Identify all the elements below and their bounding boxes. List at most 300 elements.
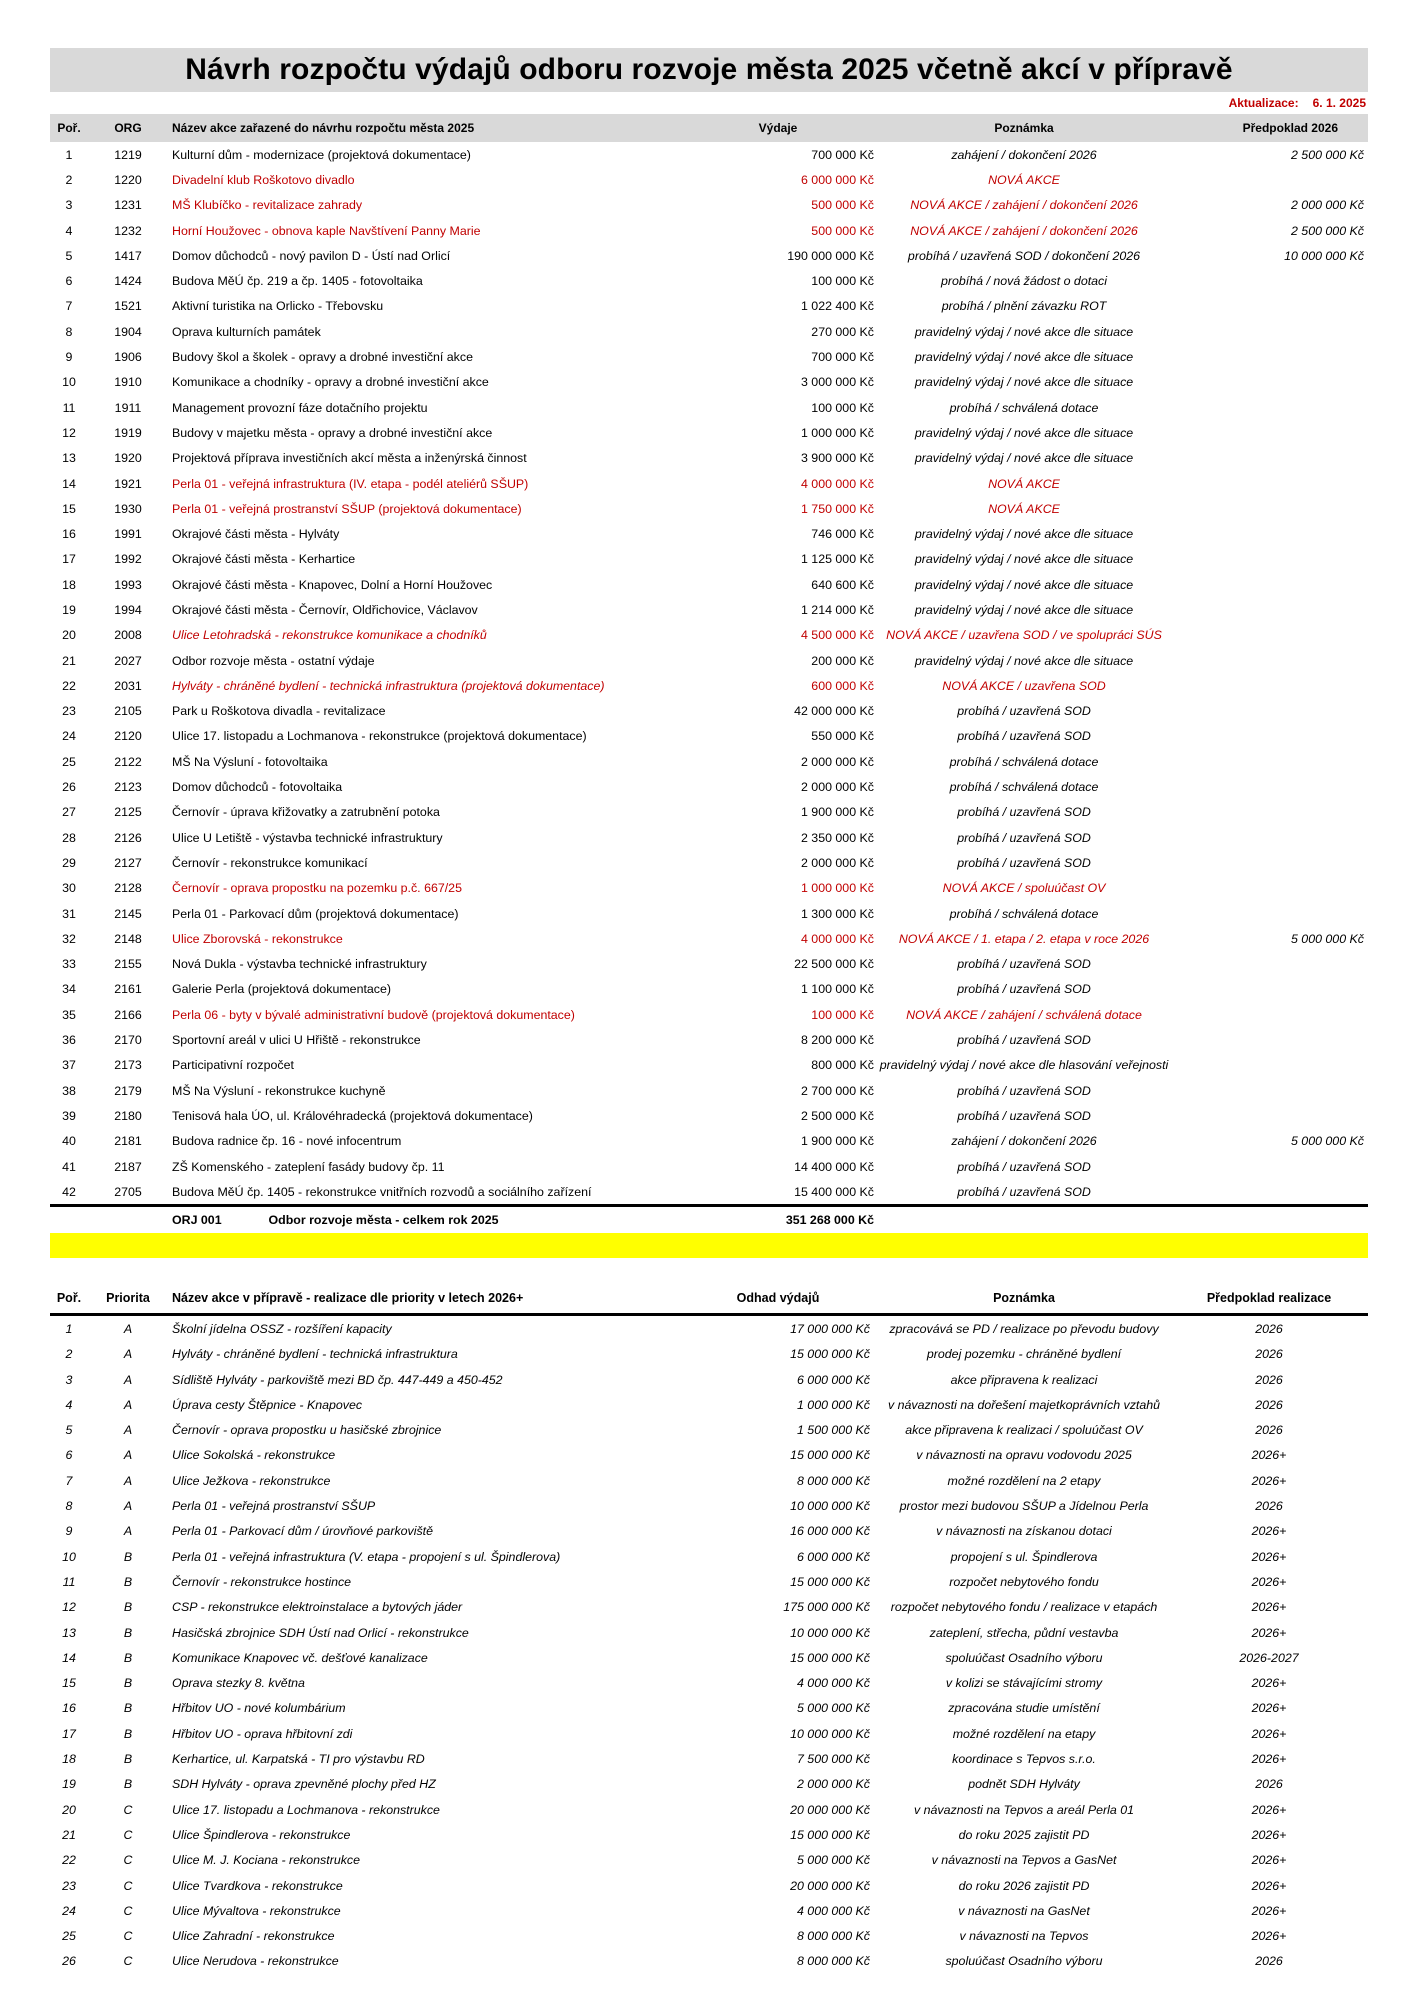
table-row [50,1671,1368,1696]
org-code: 1417 [114,248,142,263]
priority: A [123,1499,133,1514]
forecast-2026: 2 500 000 Kč [1290,147,1364,162]
planned-action-name: SDH Hylváty - oprava zpevněné plochy před HZ [172,1777,436,1792]
row-number: 40 [62,1134,76,1149]
forecast-2026 [1170,597,1368,622]
row-number: 20 [62,1802,76,1817]
table-row [50,1569,1368,1594]
table-row [50,699,1368,724]
note: akce připravena k realizaci / spoluúčast OV [905,1423,1143,1438]
forecast-2026 [1170,1078,1368,1103]
expense-amount: 746 000 Kč [811,527,874,542]
table-row [50,1443,1368,1468]
org-code: 2127 [114,855,142,870]
action-name: Galerie Perla (projektová dokumentace) [172,982,392,997]
estimated-cost: 10 000 000 Kč [790,1499,870,1514]
org-code: 2187 [114,1159,142,1174]
forecast-2026 [1170,521,1368,546]
realization-year: 2026+ [1251,1802,1287,1817]
note: NOVÁ AKCE / zahájení / schválená dotace [906,1007,1142,1022]
note: v návaznosti na získanou dotaci [936,1524,1112,1539]
estimated-cost: 2 000 000 Kč [796,1777,870,1792]
priority: B [123,1549,133,1564]
note: probíhá / uzavřená SOD [957,805,1091,820]
table-row [50,1620,1368,1645]
expense-amount: 22 500 000 Kč [794,957,874,972]
planned-action-name: Černovír - oprava propostku u hasičské zbrojnice [172,1423,442,1438]
table-row [50,1721,1368,1746]
realization-year: 2026+ [1251,1549,1287,1564]
priority: A [123,1423,133,1438]
action-name: Černovír - úprava křižovatky a zatrubnění potoka [172,805,440,820]
table-row [50,749,1368,774]
priority: B [123,1777,133,1792]
action-name: Divadelní klub Roškotovo divadlo [172,172,355,187]
expense-amount: 600 000 Kč [811,678,874,693]
table-row [50,1468,1368,1493]
note: pravidelný výdaj / nové akce dle situace [914,577,1134,592]
note: pravidelný výdaj / nové akce dle hlasování veřejnosti [879,1058,1169,1073]
planned-action-name: Hřbitov UO - oprava hřbitovní zdi [172,1726,353,1741]
table-row [50,1392,1368,1417]
planned-action-name: Školní jídelna OSSZ - rozšíření kapacity [172,1322,392,1336]
row-number: 6 [65,1448,73,1463]
realization-year: 2026 [1255,1499,1283,1514]
note: NOVÁ AKCE / zahájení / dokončení 2026 [910,198,1138,213]
priority: C [123,1954,133,1969]
planned-action-name: Ulice M. J. Kociana - rekonstrukce [172,1853,360,1868]
org-code: 1991 [114,527,142,542]
priority: C [123,1802,133,1817]
note: do roku 2026 zajistit PD [958,1878,1090,1893]
row-number: 17 [62,1726,76,1741]
forecast-2026 [1170,496,1368,521]
row-number: 18 [62,577,76,592]
budget-table-2025 [50,114,1368,1283]
org-code: 1219 [114,147,142,162]
table1-header [50,114,1368,142]
realization-year: 2026+ [1251,1524,1287,1539]
table-row [50,395,1368,420]
row-number: 2 [65,1347,73,1362]
expense-amount: 2 350 000 Kč [800,830,874,845]
estimated-cost: 8 000 000 Kč [796,1954,870,1969]
note: možné rozdělení na etapy [952,1726,1096,1741]
forecast-2026 [1170,420,1368,445]
table-row [50,1342,1368,1367]
note: zpracována studie umístění [948,1701,1100,1716]
note: probíhá / schválená dotace [949,400,1099,415]
forecast-2026 [1170,699,1368,724]
planned-action-name: Oprava stezky 8. května [172,1676,305,1691]
table2-body [50,1315,1368,1974]
action-name: Hylváty - chráněné bydlení - technická infrastruktura (projektová dokumentace) [172,678,605,693]
row-number: 15 [62,1676,76,1691]
forecast-2026 [1170,572,1368,597]
expense-amount: 500 000 Kč [811,223,874,238]
row-number: 19 [62,1777,76,1792]
table-row [50,1053,1368,1078]
estimated-cost: 20 000 000 Kč [790,1878,870,1893]
priority: B [123,1600,133,1615]
title-bar [50,48,1368,92]
table-row [50,370,1368,395]
estimated-cost: 4 000 000 Kč [796,1676,870,1691]
forecast-2026 [1170,850,1368,875]
realization-year: 2026 [1255,1423,1283,1438]
row-number: 25 [62,754,76,769]
expense-amount: 100 000 Kč [811,400,874,415]
expense-amount: 100 000 Kč [811,1007,874,1022]
row-number: 15 [62,501,76,516]
table-row [50,1418,1368,1443]
row-number: 17 [62,552,76,567]
expense-amount: 1 214 000 Kč [800,602,874,617]
row-number: 37 [62,1058,76,1073]
header-org: ORG [88,114,168,142]
row-number: 39 [62,1108,76,1123]
table-row [50,1797,1368,1822]
org-code: 1220 [114,172,142,187]
forecast-2026 [1170,876,1368,901]
table-row [50,1179,1368,1206]
table-row [50,774,1368,799]
action-name: Černovír - rekonstrukce komunikací [172,855,368,870]
estimated-cost: 5 000 000 Kč [796,1701,870,1716]
table-row [50,1696,1368,1721]
note: probíhá / plnění závazku ROT [941,299,1107,314]
org-code: 2123 [114,780,142,795]
realization-year: 2026+ [1251,1625,1287,1640]
note: probíhá / uzavřená SOD [957,1184,1091,1199]
note: pravidelný výdaj / nové akce dle situace [914,602,1134,617]
row-number: 10 [62,1549,76,1564]
row-number: 14 [62,476,76,491]
row-number: 21 [62,1827,76,1842]
table-row [50,1367,1368,1392]
forecast-2026 [1170,1053,1368,1078]
estimated-cost: 15 000 000 Kč [790,1574,870,1589]
action-name: Horní Houžovec - obnova kaple Navštívení Panny Marie [172,223,481,238]
org-code: 2148 [114,931,142,946]
org-code: 2161 [114,982,142,997]
table2-header [50,1283,1368,1315]
note: v návaznosti na dořešení majetkoprávních vztahů [887,1397,1161,1412]
forecast-2026 [1170,724,1368,749]
realization-year: 2026+ [1251,1878,1287,1893]
table-row [50,597,1368,622]
note: v návaznosti na Tepvos [959,1929,1089,1944]
row-number: 26 [62,1954,76,1969]
note: probíhá / uzavřená SOD [957,704,1091,719]
estimated-cost: 15 000 000 Kč [790,1650,870,1665]
table-row [50,1923,1368,1948]
estimated-cost: 1 000 000 Kč [796,1397,870,1412]
row-number: 4 [65,1397,73,1412]
org-code: 2125 [114,805,142,820]
row-number: 4 [65,223,73,238]
table-row [50,193,1368,218]
priority: B [123,1574,133,1589]
table-row [50,1949,1368,1974]
expense-amount: 3 000 000 Kč [800,375,874,390]
org-code: 2179 [114,1083,142,1098]
note: NOVÁ AKCE / uzavřena SOD [942,678,1106,693]
estimated-cost: 7 500 000 Kč [796,1752,870,1767]
row-number: 35 [62,1007,76,1022]
priority: A [123,1322,133,1336]
forecast-2026 [1170,1002,1368,1027]
priority: B [123,1752,133,1767]
planned-action-name: Ulice Ježkova - rekonstrukce [172,1473,331,1488]
action-name: ZŠ Komenského - zateplení fasády budovy čp. 11 [172,1159,445,1174]
expense-amount: 1 022 400 Kč [800,299,874,314]
realization-year: 2026+ [1251,1752,1287,1767]
note: v návaznosti na Tepvos a areál Perla 01 [914,1802,1134,1817]
row-number: 12 [62,1600,76,1615]
org-code: 2173 [114,1058,142,1073]
note: NOVÁ AKCE / zahájení / dokončení 2026 [910,223,1138,238]
row-number: 38 [62,1083,76,1098]
header-por: Poř. [50,114,88,142]
expense-amount: 640 600 Kč [811,577,874,592]
expense-amount: 6 000 000 Kč [800,172,874,187]
row-number: 11 [62,1574,76,1589]
table-row [50,572,1368,597]
note: v návaznosti na GasNet [958,1903,1090,1918]
expense-amount: 4 500 000 Kč [800,628,874,643]
priority: A [123,1448,133,1463]
action-name: Management provozní fáze dotačního projektu [172,400,428,415]
note: probíhá / schválená dotace [949,780,1099,795]
update-label: Aktualizace: [1228,96,1299,110]
row-number: 23 [62,1878,76,1893]
note: zpracovává se PD / realizace po převodu budovy [889,1322,1159,1336]
row-number: 11 [62,400,76,415]
table-row [50,1519,1368,1544]
row-number: 20 [62,628,76,643]
action-name: Domov důchodců - fotovoltaika [172,780,343,795]
action-name: Domov důchodců - nový pavilon D - Ústí nad Orlicí [172,248,451,263]
table-row [50,1493,1368,1518]
org-code: 1992 [114,552,142,567]
row-number: 22 [62,678,76,693]
org-code: 1994 [114,602,142,617]
forecast-2026 [1170,1179,1368,1206]
table-row [50,1315,1368,1342]
total-label: Odbor rozvoje města - celkem rok 2025 [268,1213,499,1228]
action-name: Okrajové části města - Kerhartice [172,552,356,567]
header-note: Poznámka [878,114,1170,142]
table-row [50,268,1368,293]
table-row [50,167,1368,192]
header2-note: Poznámka [878,1283,1170,1315]
forecast-2026 [1170,1027,1368,1052]
forecast-2026 [1170,800,1368,825]
priority: C [123,1903,133,1918]
priority: A [123,1397,133,1412]
priority: B [123,1726,133,1741]
header2-amount: Odhad výdajů [678,1283,878,1315]
forecast-2026: 10 000 000 Kč [1284,248,1364,263]
header2-year: Předpoklad realizace [1170,1283,1368,1315]
org-code: 1930 [114,501,142,516]
action-name: Ulice U Letiště - výstavba technické infrastruktury [172,830,443,845]
note: v návaznosti na Tepvos a GasNet [931,1853,1117,1868]
expense-amount: 800 000 Kč [811,1058,874,1073]
row-number: 32 [62,931,76,946]
forecast-2026 [1170,319,1368,344]
note: propojení s ul. Špindlerova [950,1549,1098,1564]
action-name: Oprava kulturních památek [172,324,321,339]
note: probíhá / uzavřená SOD [957,855,1091,870]
estimated-cost: 175 000 000 Kč [783,1600,870,1615]
priority: C [123,1827,133,1842]
forecast-2026 [1170,395,1368,420]
note: pravidelný výdaj / nové akce dle situace [914,451,1134,466]
forecast-2026 [1170,774,1368,799]
header2-name: Název akce v přípravě - realizace dle priority v letech 2026+ [168,1283,678,1315]
row-number: 16 [62,527,76,542]
planned-action-name: Hřbitov UO - nové kolumbárium [172,1701,346,1716]
expense-amount: 14 400 000 Kč [794,1159,874,1174]
expense-amount: 2 700 000 Kč [800,1083,874,1098]
priority: A [123,1473,133,1488]
table-row [50,1129,1368,1154]
action-name: MŠ Na Výsluní - fotovoltaika [172,754,328,769]
estimated-cost: 4 000 000 Kč [796,1903,870,1918]
realization-year: 2026 [1255,1322,1283,1336]
forecast-2026 [1170,977,1368,1002]
realization-year: 2026+ [1251,1929,1287,1944]
note: probíhá / uzavřená SOD [957,729,1091,744]
org-code: 2126 [114,830,142,845]
action-name: Odbor rozvoje města - ostatní výdaje [172,653,375,668]
org-code: 2181 [114,1134,142,1149]
action-name: Budovy v majetku města - opravy a drobné investiční akce [172,425,493,440]
note: probíhá / nová žádost o dotaci [940,274,1107,289]
action-name: Sportovní areál v ulici U Hřiště - rekonstrukce [172,1033,421,1048]
action-name: Budova MěÚ čp. 219 a čp. 1405 - fotovoltaika [172,274,423,289]
row-number: 42 [62,1184,76,1199]
org-code: 1424 [114,274,142,289]
row-number: 1 [65,1322,73,1336]
realization-year: 2026+ [1251,1701,1287,1716]
realization-year: 2026+ [1251,1574,1287,1589]
planned-action-name: Ulice 17. listopadu a Lochmanova - rekonstrukce [172,1802,440,1817]
realization-year: 2026 [1255,1777,1283,1792]
table-row [50,724,1368,749]
org-code: 2105 [114,704,142,719]
planned-action-name: Perla 01 - Parkovací dům / úrovňové parkoviště [172,1524,434,1539]
table-row [50,1027,1368,1052]
note: pravidelný výdaj / nové akce dle situace [914,653,1134,668]
table-row [50,901,1368,926]
estimated-cost: 6 000 000 Kč [796,1549,870,1564]
row-number: 10 [62,375,76,390]
priority: B [123,1701,133,1716]
expense-amount: 2 000 000 Kč [800,855,874,870]
action-name: Perla 06 - byty v bývalé administrativní budově (projektová dokumentace) [172,1007,575,1022]
update-info [50,92,1368,114]
row-number: 3 [65,1372,73,1387]
total-amount: 351 268 000 Kč [678,1206,878,1233]
forecast-2026 [1170,648,1368,673]
table-row [50,1595,1368,1620]
row-number: 31 [62,906,76,921]
forecast-2026: 5 000 000 Kč [1290,931,1364,946]
action-name: Ulice Zborovská - rekonstrukce [172,931,343,946]
budget-document [50,48,1368,1974]
row-number: 18 [62,1752,76,1767]
action-name: MŠ Klubíčko - revitalizace zahrady [172,198,363,213]
forecast-2026 [1170,1103,1368,1128]
update-date: 6. 1. 2025 [1312,96,1366,110]
note: pravidelný výdaj / nové akce dle situace [914,527,1134,542]
row-number: 21 [62,653,76,668]
action-name: Projektová příprava investičních akcí města a inženýrská činnost [172,451,527,466]
action-name: Černovír - oprava propostku na pozemku p.č. 667/25 [172,881,462,896]
note: spoluúčast Osadního výboru [945,1650,1103,1665]
note: probíhá / uzavřená SOD [957,1108,1091,1123]
expense-amount: 42 000 000 Kč [794,704,874,719]
expense-amount: 700 000 Kč [811,350,874,365]
forecast-2026 [1170,370,1368,395]
realization-year: 2026 [1255,1372,1283,1387]
realization-year: 2026+ [1251,1448,1287,1463]
row-number: 36 [62,1033,76,1048]
org-code: 1521 [114,299,142,314]
row-number: 22 [62,1853,76,1868]
document-title: Návrh rozpočtu výdajů odboru rozvoje města 2025 včetně akcí v přípravě [185,53,1233,86]
table-row [50,1746,1368,1771]
planned-action-name: Ulice Sokolská - rekonstrukce [172,1448,336,1463]
forecast-2026 [1170,1154,1368,1179]
total-label-cell [168,1206,678,1233]
table-row [50,1848,1368,1873]
realization-year: 2026-2027 [1239,1650,1299,1665]
row-number: 1 [65,147,73,162]
priority: C [123,1853,133,1868]
note: pravidelný výdaj / nové akce dle situace [914,350,1134,365]
row-number: 27 [62,805,76,820]
row-number: 8 [65,1499,73,1514]
priority: A [123,1524,133,1539]
planned-action-name: Komunikace Knapovec vč. dešťové kanalizace [172,1650,428,1665]
action-name: Perla 01 - veřejná prostranství SŠUP (projektová dokumentace) [172,501,522,516]
priority: B [123,1676,133,1691]
header2-priority: Priorita [88,1283,168,1315]
expense-amount: 550 000 Kč [811,729,874,744]
planned-action-name: Černovír - rekonstrukce hostince [172,1574,352,1589]
estimated-cost: 6 000 000 Kč [796,1372,870,1387]
org-code: 2008 [114,628,142,643]
row-number: 13 [62,1625,76,1640]
note: NOVÁ AKCE / spoluúčast OV [942,881,1106,896]
table-row [50,850,1368,875]
org-code: 2170 [114,1033,142,1048]
expense-amount: 8 200 000 Kč [800,1033,874,1048]
planned-action-name: Ulice Zahradní - rekonstrukce [172,1929,335,1944]
estimated-cost: 16 000 000 Kč [790,1524,870,1539]
note: možné rozdělení na 2 etapy [947,1473,1101,1488]
estimated-cost: 15 000 000 Kč [790,1347,870,1362]
note: probíhá / schválená dotace [949,906,1099,921]
planned-action-name: Ulice Špindlerova - rekonstrukce [172,1827,351,1842]
estimated-cost: 10 000 000 Kč [790,1625,870,1640]
action-name: Kulturní dům - modernizace (projektová dokumentace) [172,147,471,162]
row-number: 7 [65,299,73,314]
